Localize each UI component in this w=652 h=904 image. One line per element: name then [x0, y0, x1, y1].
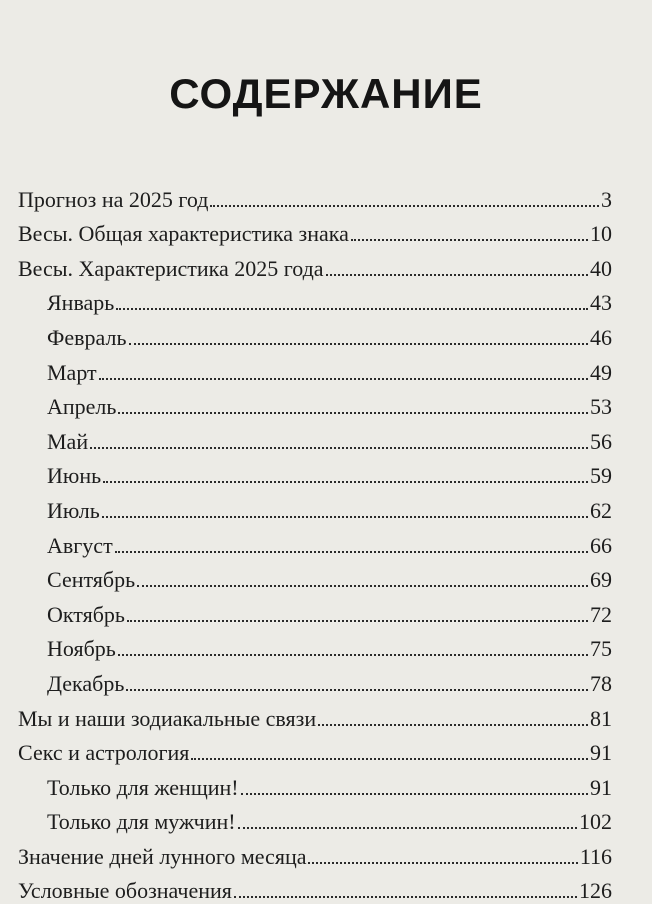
toc-subentry — [18, 766, 612, 801]
toc-entry — [18, 870, 612, 904]
toc-entry-page: 91 — [590, 774, 612, 800]
toc-entry-label: Апрель — [47, 394, 117, 420]
dot-leader — [238, 827, 577, 829]
toc-subentry — [18, 489, 612, 524]
toc-entry — [18, 697, 612, 732]
toc-entry-page: 78 — [590, 670, 612, 696]
toc-subentry — [18, 559, 612, 594]
dot-leader — [116, 308, 588, 310]
toc-entry-label: Ноябрь — [47, 636, 116, 662]
toc-entry-label: Июль — [47, 497, 100, 523]
toc-entry-page: 69 — [590, 567, 612, 593]
toc-entry-label: Весы. Общая характеристика знака — [18, 221, 349, 247]
toc-subentry — [18, 662, 612, 697]
dot-leader — [102, 516, 588, 518]
toc-subentry — [18, 593, 612, 628]
dot-leader — [191, 758, 588, 760]
dot-leader — [234, 896, 577, 898]
toc-entry — [18, 213, 612, 248]
toc-subentry — [18, 282, 612, 317]
toc-entry-page: 43 — [590, 290, 612, 316]
toc-entry-page: 66 — [590, 532, 612, 558]
toc-subentry — [18, 351, 612, 386]
toc-entry-page: 46 — [590, 324, 612, 350]
toc-entry-label: Март — [47, 359, 97, 385]
toc-entry-label: Август — [47, 532, 113, 558]
toc-entry-label: Условные обозначения — [18, 878, 232, 904]
toc-entry-label: Сентябрь — [47, 567, 136, 593]
dot-leader — [90, 447, 588, 449]
dot-leader — [129, 343, 588, 345]
dot-leader — [326, 274, 588, 276]
toc-entry — [18, 732, 612, 767]
toc-entry-label: Январь — [47, 290, 115, 316]
toc-entry-label: Декабрь — [47, 670, 125, 696]
toc-entry-page: 40 — [590, 255, 612, 281]
toc-entry — [18, 835, 612, 870]
toc-entry-page: 62 — [590, 497, 612, 523]
toc-entry-page: 126 — [579, 878, 612, 904]
table-of-contents — [18, 178, 612, 904]
dot-leader — [127, 620, 588, 622]
toc-entry-page: 81 — [590, 705, 612, 731]
toc-entry-page: 75 — [590, 636, 612, 662]
dot-leader — [99, 378, 588, 380]
toc-entry-page: 116 — [579, 843, 612, 869]
toc-entry-page: 72 — [590, 601, 612, 627]
toc-entry-page: 59 — [590, 463, 612, 489]
dot-leader — [308, 862, 577, 864]
toc-subentry — [18, 801, 612, 836]
toc-entry-page: 56 — [590, 428, 612, 454]
toc-entry — [18, 247, 612, 282]
toc-entry-label: Только для мужчин! — [47, 809, 236, 835]
toc-entry-label: Май — [47, 428, 89, 454]
toc-subentry — [18, 420, 612, 455]
dot-leader — [118, 654, 588, 656]
toc-entry-page: 3 — [601, 186, 612, 212]
toc-entry-page: 49 — [590, 359, 612, 385]
toc-entry-label: Секс и астрология — [18, 740, 190, 766]
toc-entry-label: Только для женщин! — [47, 774, 239, 800]
dot-leader — [103, 481, 588, 483]
toc-entry-page: 10 — [590, 221, 612, 247]
toc-subentry — [18, 386, 612, 421]
dot-leader — [137, 585, 588, 587]
toc-entry — [18, 178, 612, 213]
dot-leader — [318, 724, 588, 726]
toc-entry-page: 53 — [590, 394, 612, 420]
dot-leader — [210, 205, 599, 207]
toc-entry-label: Июнь — [47, 463, 102, 489]
dot-leader — [351, 239, 588, 241]
toc-subentry — [18, 524, 612, 559]
toc-entry-label: Прогноз на 2025 год — [18, 186, 209, 212]
toc-subentry — [18, 628, 612, 663]
dot-leader — [241, 793, 588, 795]
toc-entry-label: Февраль — [47, 324, 127, 350]
dot-leader — [115, 551, 588, 553]
toc-entry-label: Значение дней лунного месяца — [18, 843, 307, 869]
toc-subentry — [18, 455, 612, 490]
page-title: СОДЕРЖАНИЕ — [169, 70, 483, 117]
toc-entry-label: Октябрь — [47, 601, 125, 627]
toc-entry-label: Мы и наши зодиакальные связи — [18, 705, 317, 731]
dot-leader — [118, 412, 588, 414]
toc-entry-page: 102 — [579, 809, 612, 835]
dot-leader — [126, 689, 588, 691]
toc-subentry — [18, 316, 612, 351]
toc-entry-label: Весы. Характеристика 2025 года — [18, 255, 324, 281]
toc-entry-page: 91 — [590, 740, 612, 766]
